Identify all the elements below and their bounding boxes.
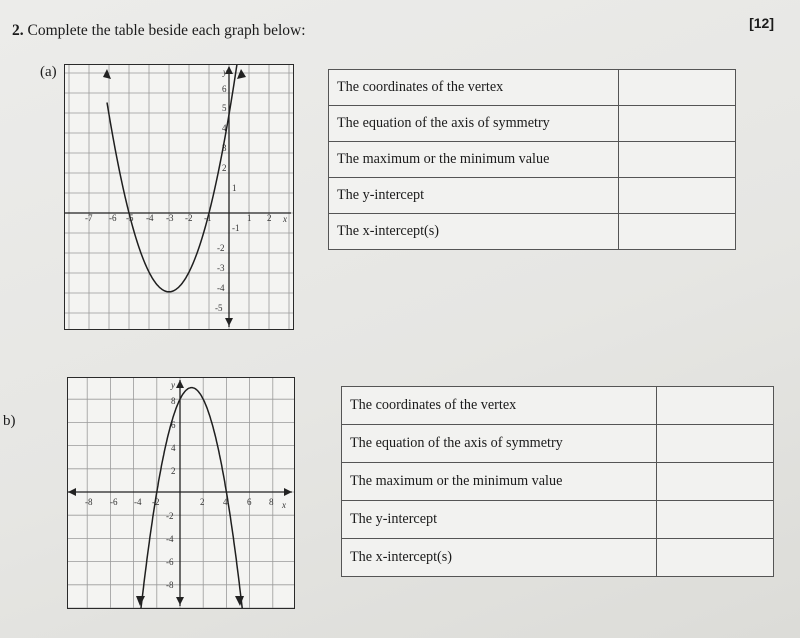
- graph-a-x-tick: -7: [85, 213, 93, 223]
- graph-a-y-tick: 1: [232, 183, 237, 193]
- question-title: [12, 22, 306, 40]
- table-b-answer-x-intercepts[interactable]: [657, 539, 774, 577]
- graph-a-curve-arrow-right: [237, 69, 246, 79]
- graph-a-y-tick: 3: [222, 143, 227, 153]
- graph-b-y-axis-label: y: [171, 380, 175, 390]
- graph-b-y-tick: 2: [171, 466, 176, 476]
- graph-b-x-tick: -2: [152, 497, 160, 507]
- table-b-label-axis: The equation of the axis of symmetry: [342, 425, 657, 463]
- table-row: [329, 142, 736, 178]
- graph-b-x-tick: -4: [134, 497, 142, 507]
- graph-a-x-tick: 2: [267, 213, 272, 223]
- table-a-answer-vertex[interactable]: [619, 70, 736, 106]
- table-b-answer-axis[interactable]: [657, 425, 774, 463]
- graph-b-axes: [68, 380, 292, 606]
- table-a: [328, 69, 736, 250]
- graph-a-x-tick: -1: [204, 213, 212, 223]
- graph-b-y-tick: 8: [171, 396, 176, 406]
- graph-b-y-tick: 6: [171, 420, 176, 430]
- graph-a-x-tick: 1: [247, 213, 252, 223]
- graph-b-x-arrow-left: [68, 488, 76, 496]
- table-row: [329, 214, 736, 250]
- question-number: 2.: [12, 22, 24, 39]
- graph-a-grid: [65, 65, 293, 329]
- graph-a-x-tick: -6: [109, 213, 117, 223]
- table-row: [342, 425, 774, 463]
- graph-b-y-tick: -6: [166, 557, 174, 567]
- graph-b-y-arrow-down: [176, 597, 184, 605]
- graph-b-parabola: [139, 388, 243, 608]
- graph-a-y-tick: 6: [222, 84, 227, 94]
- graph-b: [67, 377, 295, 609]
- part-a-label: (a): [40, 64, 57, 80]
- graph-a-x-ticks: [85, 213, 272, 223]
- table-row: [329, 178, 736, 214]
- graph-b-y-arrow-up: [176, 380, 184, 388]
- graph-a-x-tick: -2: [185, 213, 193, 223]
- graph-a-x-tick: -4: [146, 213, 154, 223]
- table-b: [341, 386, 774, 577]
- table-row: [342, 501, 774, 539]
- table-a-label-extreme: The maximum or the minimum value: [329, 142, 619, 178]
- table-b-answer-vertex[interactable]: [657, 387, 774, 425]
- graph-a-y-tick: -3: [217, 263, 225, 273]
- graph-b-x-tick: -8: [85, 497, 93, 507]
- table-a-label-vertex: The coordinates of the vertex: [329, 70, 619, 106]
- table-row: [342, 387, 774, 425]
- table-row: [329, 70, 736, 106]
- graph-a-y-tick: -5: [215, 303, 223, 313]
- graph-b-y-tick: -4: [166, 534, 174, 544]
- table-a-answer-extreme[interactable]: [619, 142, 736, 178]
- table-a-label-x-intercepts: The x-intercept(s): [329, 214, 619, 250]
- graph-a-plot: [65, 65, 293, 329]
- graph-b-y-tick: -8: [166, 580, 174, 590]
- graph-b-x-tick: 8: [269, 497, 274, 507]
- graph-a-y-tick: 5: [222, 103, 227, 113]
- graph-a-x-tick: -3: [166, 213, 174, 223]
- table-row: [342, 463, 774, 501]
- graph-a-y-tick: 4: [222, 123, 227, 133]
- table-a-answer-y-intercept[interactable]: [619, 178, 736, 214]
- question-text: Complete the table beside each graph below:: [27, 22, 306, 39]
- marks-badge: [12]: [749, 15, 774, 31]
- graph-b-curve-arrow-right: [235, 596, 244, 606]
- table-a-answer-axis[interactable]: [619, 106, 736, 142]
- graph-b-y-tick: -2: [166, 511, 174, 521]
- part-b-label: b): [3, 413, 16, 429]
- table-b-answer-extreme[interactable]: [657, 463, 774, 501]
- graph-b-x-arrow-right: [284, 488, 292, 496]
- graph-a-y-ticks: [215, 84, 240, 313]
- graph-a-y-tick: -4: [217, 283, 225, 293]
- graph-b-x-tick: 4: [223, 497, 228, 507]
- table-row: [342, 539, 774, 577]
- graph-a-x-axis-label: x: [283, 214, 287, 224]
- table-b-label-x-intercepts: The x-intercept(s): [342, 539, 657, 577]
- table-a-label-axis: The equation of the axis of symmetry: [329, 106, 619, 142]
- graph-b-x-axis-label: x: [282, 500, 286, 510]
- table-b-label-extreme: The maximum or the minimum value: [342, 463, 657, 501]
- table-b-answer-y-intercept[interactable]: [657, 501, 774, 539]
- graph-a-y-tick: -2: [217, 243, 225, 253]
- table-b-label-y-intercept: The y-intercept: [342, 501, 657, 539]
- table-a-answer-x-intercepts[interactable]: [619, 214, 736, 250]
- graph-b-curve-arrow-left: [136, 596, 145, 606]
- table-b-label-vertex: The coordinates of the vertex: [342, 387, 657, 425]
- graph-a-y-arrow-down: [225, 318, 233, 326]
- graph-b-x-tick: 2: [200, 497, 205, 507]
- graph-b-x-tick: 6: [247, 497, 252, 507]
- graph-a: [64, 64, 294, 330]
- graph-a-y-axis-label: y: [223, 67, 227, 77]
- graph-b-x-tick: -6: [110, 497, 118, 507]
- graph-a-y-tick: 2: [222, 163, 227, 173]
- graph-a-y-tick: -1: [232, 223, 240, 233]
- table-row: [329, 106, 736, 142]
- table-a-label-y-intercept: The y-intercept: [329, 178, 619, 214]
- graph-a-parabola: [107, 65, 241, 292]
- graph-b-plot: [68, 378, 294, 608]
- graph-b-grid: [68, 378, 294, 608]
- graph-b-y-tick: 4: [171, 443, 176, 453]
- graph-a-x-tick: -5: [126, 213, 134, 223]
- graph-a-curve-arrow-left: [103, 69, 111, 79]
